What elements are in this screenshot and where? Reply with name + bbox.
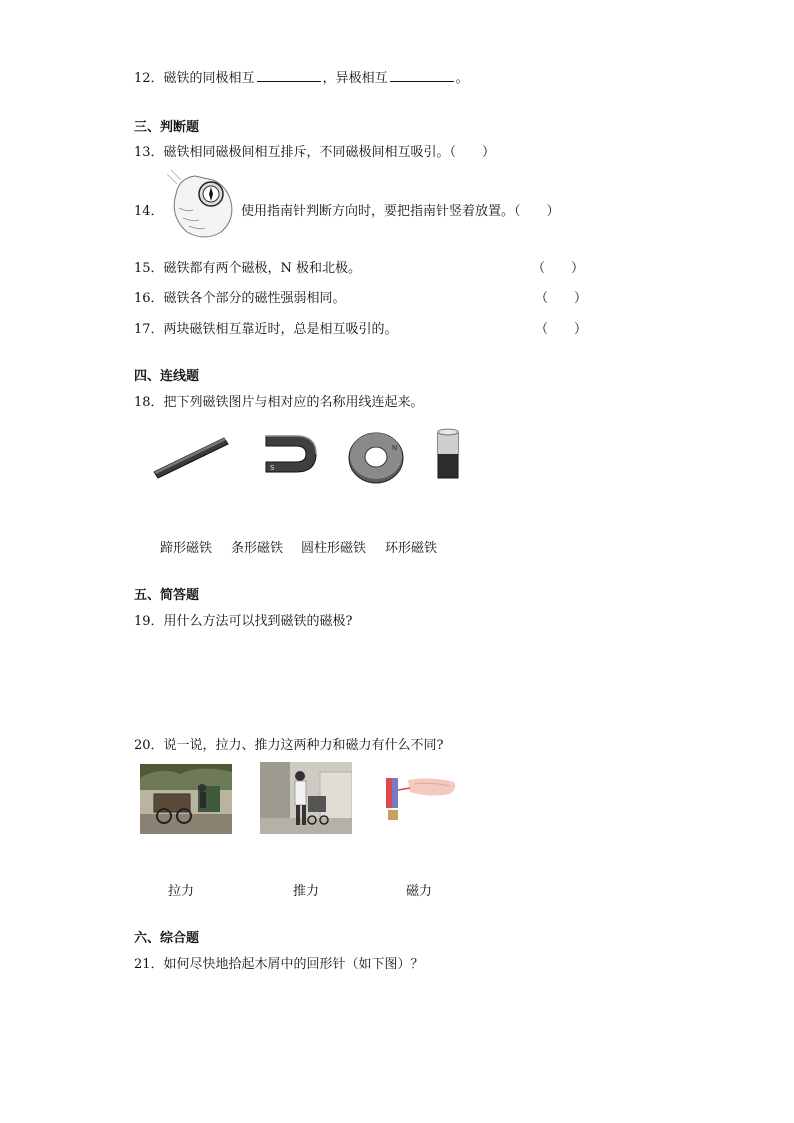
question-20: 20．说一说，拉力、推力这两种力和磁力有什么不同? bbox=[134, 738, 444, 753]
label-bar-magnet: 条形磁铁 bbox=[231, 541, 284, 556]
compass-hand-icon bbox=[165, 168, 241, 242]
question-19: 19．用什么方法可以找到磁铁的磁极? bbox=[134, 614, 353, 629]
pushing-stroller-photo bbox=[260, 762, 352, 834]
question-13: 13．磁铁相同磁极间相互排斥，不同磁极间相互吸引。（ ） bbox=[134, 145, 496, 160]
cylinder-magnet-icon bbox=[434, 426, 462, 482]
pulling-cart-photo bbox=[140, 764, 232, 834]
ring-pole-label: N bbox=[392, 444, 398, 452]
blank-1[interactable] bbox=[257, 69, 321, 82]
question-21: 21．如何尽快地拾起木屑中的回形针（如下图）？ bbox=[134, 957, 424, 972]
ring-magnet-icon bbox=[346, 428, 406, 486]
question-16: 16．磁铁各个部分的磁性强弱相同。 bbox=[134, 291, 346, 306]
question-14-number: 14． bbox=[134, 204, 164, 219]
horseshoe-pole-label: S bbox=[270, 464, 275, 472]
answer-paren-15[interactable]: （ ） bbox=[532, 261, 585, 276]
section-title: 三、判断题 bbox=[134, 120, 200, 135]
label-pulling-force: 拉力 bbox=[168, 884, 195, 899]
answer-paren-16[interactable]: （ ） bbox=[535, 291, 588, 306]
label-cylinder-magnet: 圆柱形磁铁 bbox=[301, 541, 367, 556]
label-ring-magnet: 环形磁铁 bbox=[385, 541, 438, 556]
blank-2[interactable] bbox=[390, 69, 454, 82]
bar-magnet-icon bbox=[150, 432, 232, 482]
question-12: 12．磁铁的同极相互 ，异极相互 。 bbox=[134, 71, 469, 86]
label-horseshoe-magnet: 蹄形磁铁 bbox=[160, 541, 213, 556]
question-15: 15．磁铁都有两个磁极，N 极和北极。 bbox=[134, 261, 362, 276]
question-14: 使用指南针判断方向时，要把指南针竖着放置。（ ） bbox=[241, 204, 560, 219]
label-magnetic-force: 磁力 bbox=[406, 884, 433, 899]
section-title: 五、简答题 bbox=[134, 588, 200, 603]
magnet-force-photo bbox=[380, 770, 460, 828]
horseshoe-magnet-icon bbox=[262, 430, 322, 478]
question-18: 18．把下列磁铁图片与相对应的名称用线连起来。 bbox=[134, 395, 424, 410]
question-17: 17．两块磁铁相互靠近时，总是相互吸引的。 bbox=[134, 322, 398, 337]
section-title: 四、连线题 bbox=[134, 369, 200, 384]
answer-paren-17[interactable]: （ ） bbox=[535, 322, 588, 337]
section-title: 六、综合题 bbox=[134, 931, 200, 946]
label-pushing-force: 推力 bbox=[293, 884, 320, 899]
